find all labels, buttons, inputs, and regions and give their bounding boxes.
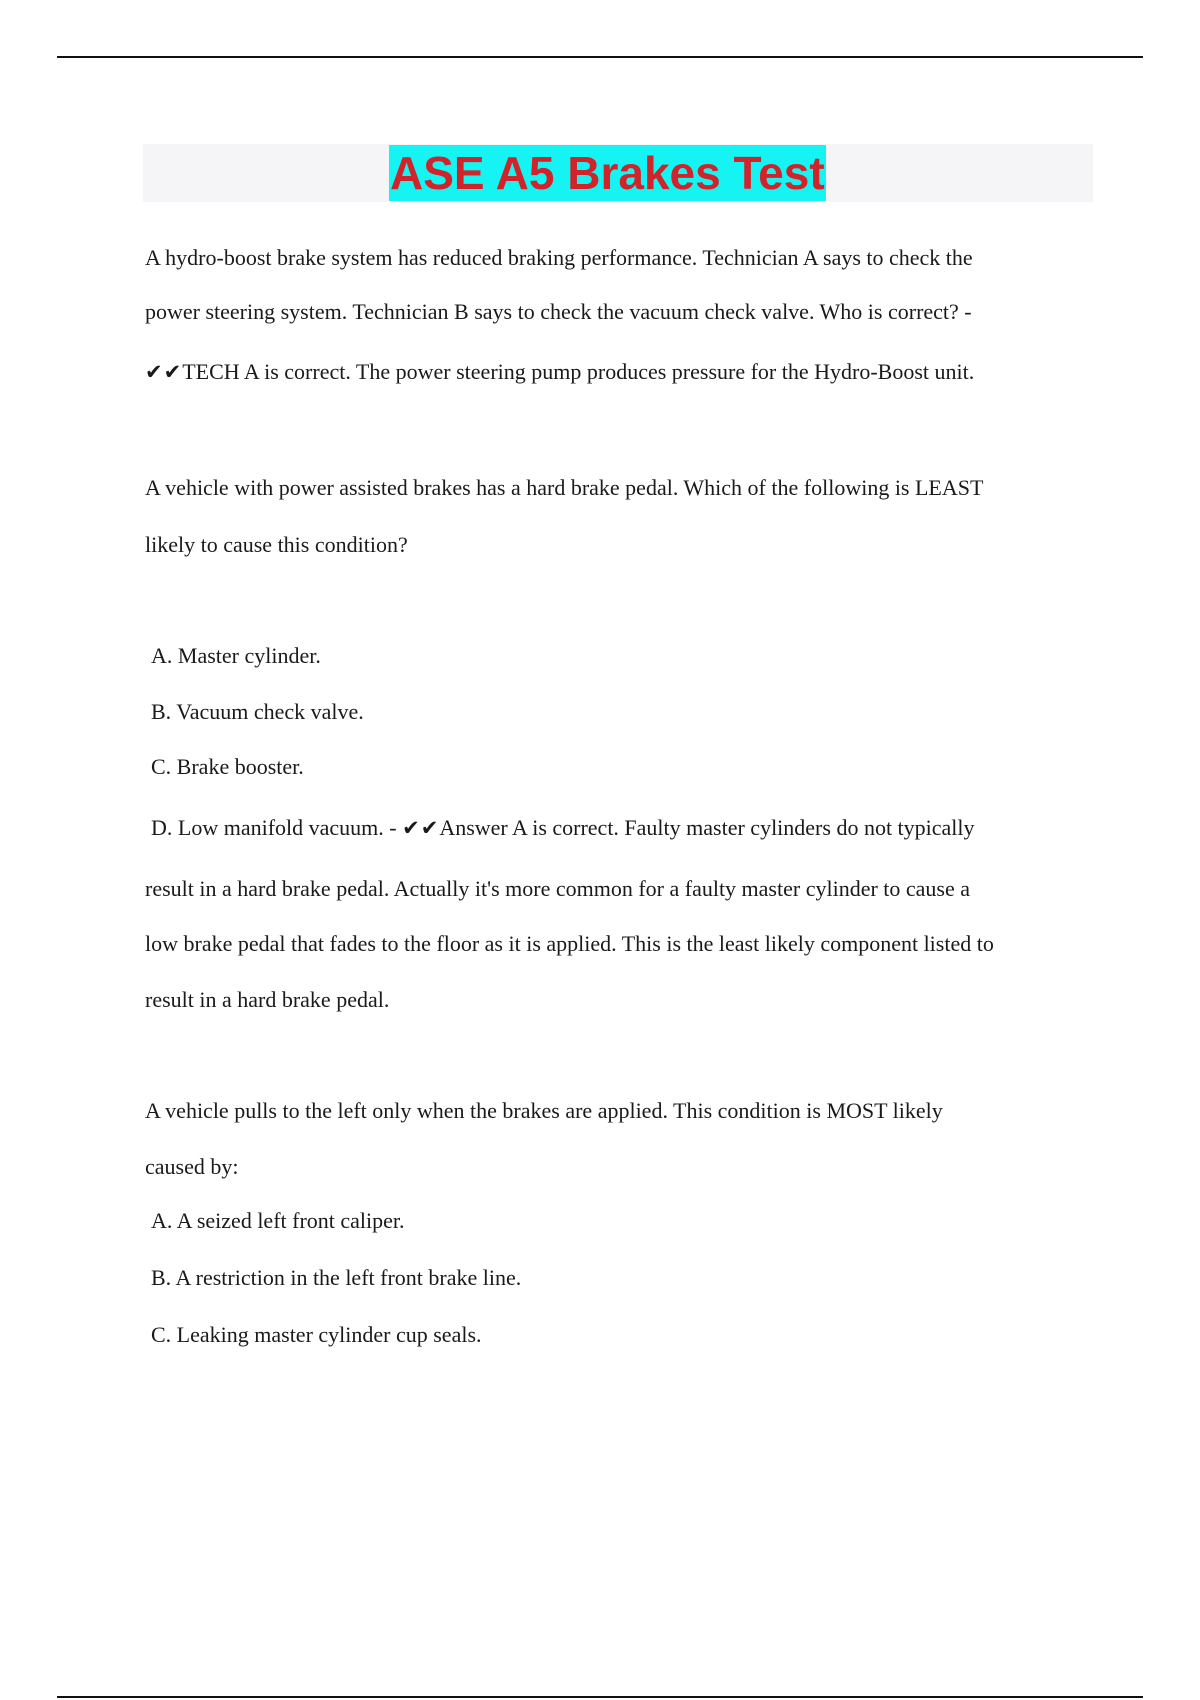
question-1-answer [145, 357, 974, 387]
page-title: ASE A5 Brakes Test [390, 147, 825, 199]
question-3-line-1: A vehicle pulls to the left only when the brakes are applied. This condition is MOST likely [145, 1098, 943, 1123]
question-3-line-2: caused by: [145, 1154, 239, 1179]
question-2-option-b: B. Vacuum check valve. [151, 699, 364, 724]
question-1-line-1: A hydro-boost brake system has reduced braking performance. Technician A says to check the [145, 245, 973, 270]
question-2-option-a: A. Master cylinder. [151, 643, 321, 668]
check-mark-icon: ✔✔ [145, 360, 183, 384]
question-1-line-2: power steering system. Technician B says to check the vacuum check valve. Who is correct? - [145, 299, 972, 324]
answer-text: TECH A is correct. The power steering pump produces pressure for the Hydro-Boost unit. [182, 359, 975, 384]
option-d-text: D. Low manifold vacuum. - [151, 815, 403, 840]
question-3-option-c: C. Leaking master cylinder cup seals. [151, 1322, 482, 1347]
question-2-option-c: C. Brake booster. [151, 754, 304, 779]
question-3-option-b: B. A restriction in the left front brake line. [151, 1265, 522, 1290]
answer-text: Answer A is correct. Faulty master cylinders do not typically [439, 815, 975, 840]
header-rule [57, 56, 1143, 58]
question-2-answer-line-2: result in a hard brake pedal. Actually it's more common for a faulty master cylinder to cause a [145, 876, 971, 901]
footer-rule [57, 1696, 1143, 1698]
question-2-answer-line-4: result in a hard brake pedal. [145, 987, 390, 1012]
question-2-line-1: A vehicle with power assisted brakes has a hard brake pedal. Which of the following is LEAST [145, 475, 984, 500]
question-2-answer-line-3: low brake pedal that fades to the floor as it is applied. This is the least likely component listed to [145, 931, 994, 956]
question-3-option-a: A. A seized left front caliper. [151, 1208, 405, 1233]
question-2-option-d [151, 813, 975, 843]
check-mark-icon: ✔✔ [402, 816, 440, 840]
question-2-line-2: likely to cause this condition? [145, 532, 408, 557]
